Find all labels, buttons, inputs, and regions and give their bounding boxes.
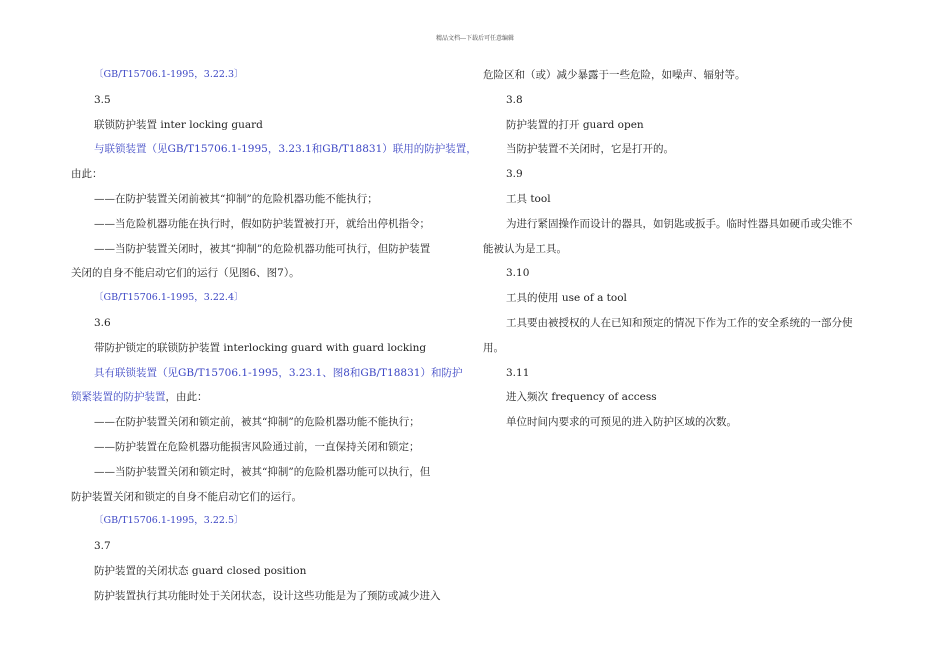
definition-line: 危险区和（或）减少暴露于一些危险，如噪声、辐射等。	[483, 69, 746, 81]
definition-line: 具有联锁装置（见GB/T15706.1-1995，3.23.1、图8和GB/T18831）和防护	[94, 366, 463, 379]
definition-line: 用。	[483, 341, 504, 354]
definition-line: 能被认为是工具。	[483, 242, 567, 255]
term-heading: 带防护锁定的联锁防护装置 interlocking guard with guard locking	[94, 341, 427, 354]
definition-line: 工具要由被授权的人在已知和预定的情况下作为工作的安全系统的一部分使	[506, 316, 853, 329]
term-heading: 进入频次 frequency of access	[506, 391, 657, 404]
section-number: 3.11	[506, 366, 530, 379]
list-item: ——在防护装置关闭前被其“抑制”的危险机器功能不能执行；	[94, 192, 378, 205]
term-heading: 联锁防护装置 inter locking guard	[94, 118, 263, 131]
definition-line: 锁紧装置的防护装置，由此：	[71, 391, 208, 404]
definition-line: 为进行紧固操作而设计的器具，如钥匙或扳手。临时性器具如硬币或尖锥不	[506, 217, 853, 230]
list-item: ——当防护装置关闭和锁定时，被其“抑制”的危险机器功能可以执行，但	[94, 465, 431, 478]
list-item-continuation: 防护装置关闭和锁定的自身不能启动它们的运行。	[71, 490, 302, 503]
list-item: ——当危险机器功能在执行时，假如防护装置被打开，就给出停机指令；	[94, 217, 430, 230]
definition-line: 由此：	[71, 168, 103, 181]
highlighted-phrase: 锁紧装置的防护装置	[71, 391, 166, 404]
list-item-continuation: 关闭的自身不能启动它们的运行（见图6、图7）。	[71, 267, 300, 280]
list-item: ——防护装置在危险机器功能损害风险通过前，一直保持关闭和锁定；	[94, 440, 420, 453]
term-heading: 工具的使用 use of a tool	[506, 292, 627, 305]
list-item: ——当防护装置关闭时，被其“抑制”的危险机器功能可执行，但防护装置	[94, 242, 431, 255]
left-column	[71, 69, 477, 615]
right-column	[483, 69, 878, 441]
reference-line: 〔GB/T15706.1-1995，3.22.4〕	[94, 292, 244, 304]
definition-line: 当防护装置不关闭时，它是打开的。	[506, 143, 674, 156]
term-heading: 防护装置的关闭状态 guard closed position	[94, 564, 307, 577]
term-heading: 工具 tool	[506, 192, 551, 205]
section-number: 3.10	[506, 267, 530, 280]
section-number: 3.9	[506, 168, 523, 181]
definition-line: 与联锁装置（见GB/T15706.1-1995，3.23.1和GB/T18831）联用的防护装置，	[94, 143, 477, 156]
section-number: 3.8	[506, 93, 523, 106]
definition-line: 单位时间内要求的可预见的进入防护区域的次数。	[506, 416, 737, 429]
page-header: 精品文档---下载后可任意编辑	[435, 35, 515, 42]
reference-line: 〔GB/T15706.1-1995，3.22.3〕	[94, 69, 244, 80]
section-number: 3.6	[94, 316, 111, 329]
definition-line: 防护装置执行其功能时处于关闭状态，设计这些功能是为了预防或减少进入	[94, 589, 441, 602]
term-heading: 防护装置的打开 guard open	[506, 118, 644, 131]
section-number: 3.5	[94, 93, 111, 106]
section-number: 3.7	[94, 540, 111, 553]
list-item: ——在防护装置关闭和锁定前，被其“抑制”的危险机器功能不能执行；	[94, 416, 420, 429]
reference-line: 〔GB/T15706.1-1995，3.22.5〕	[94, 515, 244, 527]
